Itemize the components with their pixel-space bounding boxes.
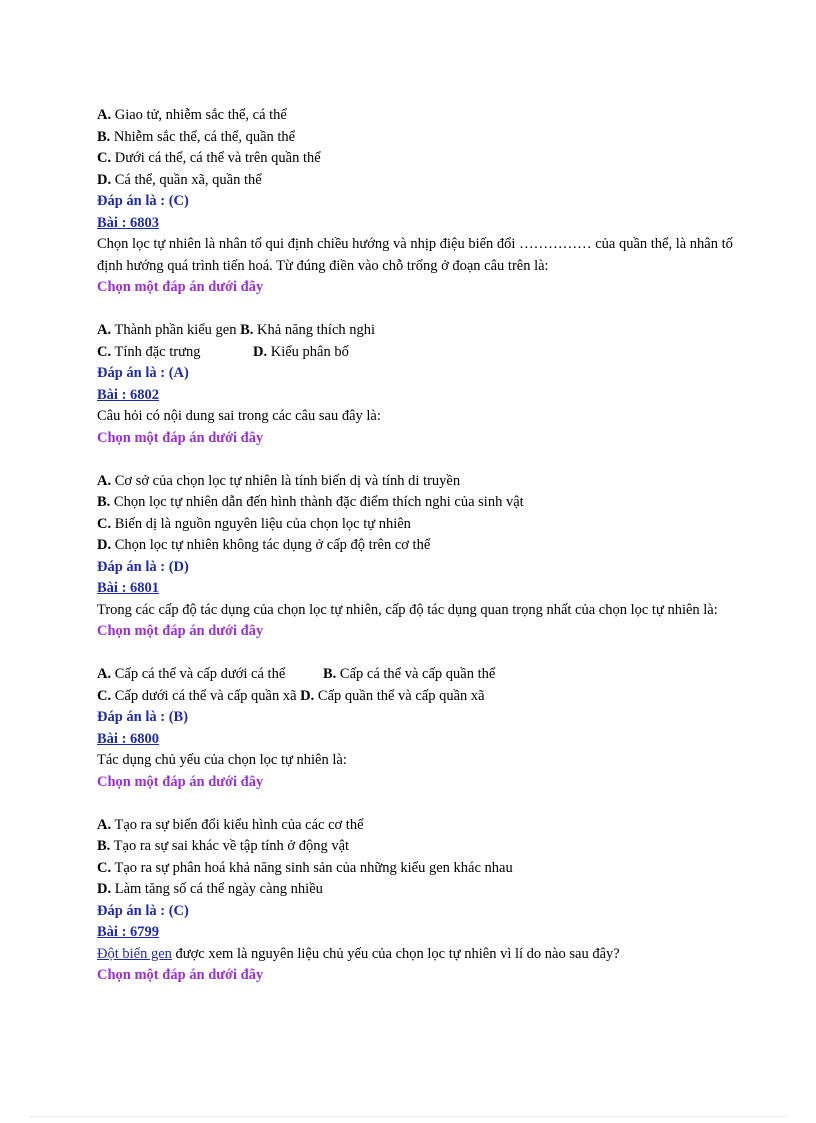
question-text: Đột biến gen được xem là nguyên liệu chủ yếu của chọn lọc tự nhiên vì lí do nào sau đây? [97, 945, 620, 962]
answer-line: Đáp án là : (A) [97, 365, 189, 381]
choose-prompt: Chọn một đáp án dưới đây [97, 429, 264, 446]
question-title[interactable]: Bài : 6801 [97, 580, 160, 596]
option-d: D. Cá thể, quần xã, quần thể [97, 171, 262, 188]
option-a: Thành phần kiểu gen [114, 322, 237, 338]
option-row: A. Thành phần kiểu gen B. Khả năng thích nghi [97, 322, 376, 338]
answer-line: Đáp án là : (B) [97, 709, 189, 725]
question-6802 [97, 385, 737, 579]
choose-prompt: Chọn một đáp án dưới đây [97, 773, 264, 790]
question-title[interactable]: Bài : 6799 [97, 924, 160, 940]
option-a: A. Tạo ra sự biến đổi kiểu hình của các cơ thể [97, 816, 364, 833]
option-d: Cấp quần thể và cấp quần xã [317, 687, 485, 704]
question-title[interactable]: Bài : 6803 [97, 214, 160, 231]
option-d: Kiểu phân bố [270, 343, 349, 360]
answer-line: Đáp án là : (C) [97, 902, 189, 919]
question-6800 [97, 729, 737, 923]
question-options [97, 105, 737, 213]
option-d: D. Chọn lọc tự nhiên không tác dụng ở cấp độ trên cơ thể [97, 537, 431, 553]
question-text: Trong các cấp độ tác dụng của chọn lọc tự nhiên, cấp độ tác dụng quan trọng nhất của chọn lọc tự nhiên là: [97, 601, 718, 618]
option-a: Cấp cá thể và cấp dưới cá thể [114, 666, 286, 682]
question-title[interactable]: Bài : 6800 [97, 730, 160, 747]
question-text: Chọn lọc tự nhiên là nhân tố qui định chiều hướng và nhịp điệu biến đổi …………… của quần thể, là nhân tố định hướng quá trình tiến hoá. Từ đúng điền vào chỗ trống ở đoạn câu trên là: [97, 236, 733, 274]
option-a: A. Cơ sở của chọn lọc tự nhiên là tính biến dị và tính di truyền [97, 472, 461, 489]
question-6799 [97, 922, 737, 987]
option-c: C. Dưới cá thể, cá thể và trên quần thể [97, 150, 321, 166]
question-6801 [97, 578, 737, 729]
question-title[interactable]: Bài : 6802 [97, 386, 160, 403]
dot-bien-gen-link[interactable]: Đột biến gen [97, 945, 172, 962]
option-row: C. Cấp dưới cá thể và cấp quần xã D. Cấp quần thể và cấp quần xã [97, 687, 485, 704]
option-b: B. Nhiễm sắc thể, cá thể, quần thể [97, 128, 296, 145]
option-a: A. Giao tử, nhiễm sắc thể, cá thể [97, 107, 287, 123]
page-footer-divider [30, 1116, 786, 1117]
option-row: C. Tính đặc trưng D. Kiểu phân bố [97, 343, 349, 360]
question-6803 [97, 213, 737, 385]
answer-line: Đáp án là : (D) [97, 558, 189, 575]
option-b: B. Tạo ra sự sai khác về tập tính ở động vật [97, 838, 350, 854]
choose-prompt: Chọn một đáp án dưới đây [97, 623, 264, 639]
choose-prompt: Chọn một đáp án dưới đây [97, 279, 264, 295]
question-text: Tác dụng chủ yếu của chọn lọc tự nhiên là: [97, 752, 347, 768]
option-c: Cấp dưới cá thể và cấp quần xã [114, 687, 297, 704]
option-c: C. Tạo ra sự phân hoá khả năng sinh sản của những kiểu gen khác nhau [97, 859, 513, 876]
answer-line: Đáp án là : (C) [97, 193, 189, 209]
option-b: Cấp cá thể và cấp quần thể [339, 666, 496, 682]
option-c: Tính đặc trưng [114, 343, 201, 360]
option-b: Khả năng thích nghi [257, 322, 376, 338]
option-b: B. Chọn lọc tự nhiên dẫn đến hình thành đặc điểm thích nghi của sinh vật [97, 494, 524, 510]
document-page [97, 105, 737, 987]
option-c: C. Biến dị là nguồn nguyên liệu của chọn lọc tự nhiên [97, 515, 411, 532]
option-row: A. Cấp cá thể và cấp dưới cá thể B. Cấp cá thể và cấp quần thể [97, 666, 496, 682]
question-text: Câu hỏi có nội dung sai trong các câu sau đây là: [97, 408, 381, 424]
option-d: D. Làm tăng số cá thể ngày càng nhiều [97, 881, 323, 897]
choose-prompt: Chọn một đáp án dưới đây [97, 967, 264, 983]
